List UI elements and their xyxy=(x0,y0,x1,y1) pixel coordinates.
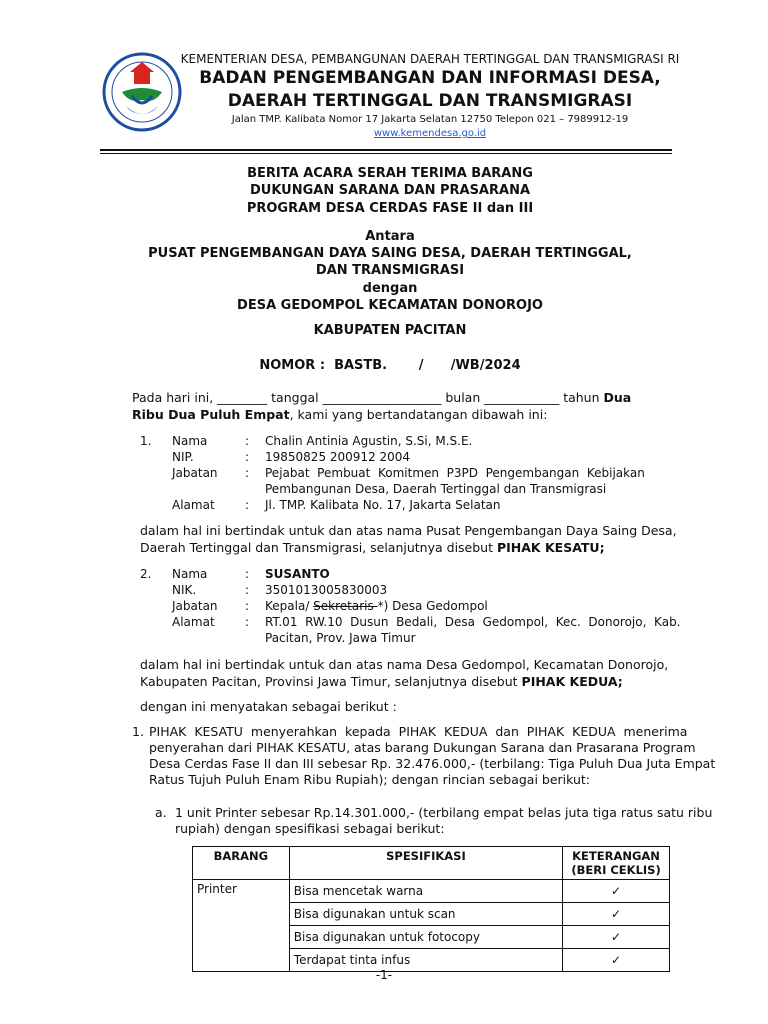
doc-with: dengan xyxy=(362,281,418,296)
party2-position-head: Kepala/ xyxy=(265,599,314,613)
doc-party2-line1: DESA GEDOMPOL KECAMATAN DONOROJO xyxy=(237,298,543,313)
opening-text: Pada hari ini, ________ tanggal ___________________ bulan ____________ tahun xyxy=(132,390,604,405)
party1-statement-line2 xyxy=(140,540,605,556)
party1-number: 1. xyxy=(140,434,152,448)
opening-year-bold-2: Ribu Dua Puluh Empat xyxy=(132,407,290,422)
party2-colon: : xyxy=(245,583,250,597)
page-number: -1- xyxy=(375,968,393,982)
item-a-line1: 1 unit Printer sebesar Rp.14.301.000,- (terbilang empat belas juta tiga ratus satu ribu xyxy=(175,805,713,820)
agency-address: Jalan TMP. Kalibata Nomor 17 Jakarta Selatan 12750 Telepon 021 – 7989912-19 xyxy=(231,114,629,125)
party2-label-address: Alamat xyxy=(172,615,215,629)
spec-cell: Bisa mencetak warna xyxy=(289,880,562,903)
party2-name: SUSANTO xyxy=(265,567,330,581)
opening-text-2: , kami yang bertandatangan dibawah ini: xyxy=(289,407,548,422)
item-cell: Printer xyxy=(193,880,290,972)
checkmark-icon: ✓ xyxy=(611,930,622,944)
party1-label-address: Alamat xyxy=(172,498,215,512)
opening-line2 xyxy=(132,407,672,423)
spec-cell: Bisa digunakan untuk scan xyxy=(289,903,562,926)
party1-name: Chalin Antinia Agustin, S.Si, M.S.E. xyxy=(265,434,473,448)
doc-party1-line1: PUSAT PENGEMBANGAN DAYA SAING DESA, DAERAH TERTINGGAL, xyxy=(148,246,632,261)
party2-label-position: Jabatan xyxy=(172,599,218,613)
agency-name-line2: DAERAH TERTINGGAL DAN TRANSMIGRASI xyxy=(227,91,633,111)
party2-number: 2. xyxy=(140,567,152,581)
party2-label-nik: NIK. xyxy=(172,583,197,597)
declaration: dengan ini menyatakan sebagai berikut : xyxy=(140,699,397,714)
party1-statement-text: Daerah Tertinggal dan Transmigrasi, selanjutnya disebut xyxy=(140,540,497,555)
party2-statement-line1: dalam hal ini bertindak untuk dan atas nama Desa Gedompol, Kecamatan Donorojo, xyxy=(140,657,669,672)
party1-address: Jl. TMP. Kalibata No. 17, Jakarta Selatan xyxy=(265,498,501,512)
header-spec: SPESIFIKASI xyxy=(289,847,562,880)
doc-party1-line2: DAN TRANSMIGRASI xyxy=(315,263,465,278)
party2-designation: PIHAK KEDUA; xyxy=(521,674,623,689)
party2-nik: 3501013005830003 xyxy=(265,583,388,597)
clause1-line3: Desa Cerdas Fase II dan III sebesar Rp. 32.476.000,- (terbilang: Tiga Puluh Dua Juta Empat xyxy=(149,756,716,771)
party2-address-line2: Pacitan, Prov. Jawa Timur xyxy=(265,631,416,645)
party2-position-village: *) Desa Gedompol xyxy=(377,599,488,613)
letterhead-divider-thin xyxy=(100,153,672,154)
doc-title-line1: BERITA ACARA SERAH TERIMA BARANG xyxy=(247,166,533,181)
party2-label-name: Nama xyxy=(172,567,208,581)
party1-label-nip: NIP. xyxy=(172,450,194,464)
party1-colon: : xyxy=(245,466,250,480)
table-row xyxy=(193,880,670,903)
spec-table xyxy=(192,846,670,972)
party1-nip: 19850825 200912 2004 xyxy=(265,450,411,464)
doc-title-line2: DUKUNGAN SARANA DAN PRASARANA xyxy=(249,183,531,198)
spec-table-header xyxy=(193,847,670,880)
party2-statement-text: Kabupaten Pacitan, Provinsi Jawa Timur, selanjutnya disebut xyxy=(140,674,522,689)
opening-line1 xyxy=(132,390,672,406)
clause1-number: 1. xyxy=(132,724,144,739)
party1-statement-line1: dalam hal ini bertindak untuk dan atas nama Pusat Pengembangan Daya Saing Desa, xyxy=(140,523,677,538)
party2-position-struck: Sekretaris xyxy=(313,599,378,613)
checkbox-cell[interactable] xyxy=(563,903,670,926)
checkbox-cell[interactable] xyxy=(563,880,670,903)
party1-position-line2: Pembangunan Desa, Daerah Tertinggal dan Transmigrasi xyxy=(265,482,607,496)
ministry-name: KEMENTERIAN DESA, PEMBANGUNAN DAERAH TERTINGGAL DAN TRANSMIGRASI RI xyxy=(180,52,680,66)
doc-number: NOMOR : BASTB. / /WB/2024 xyxy=(259,358,521,373)
clause1-line2: penyerahan dari PIHAK KESATU, atas barang Dukungan Sarana dan Prasarana Program xyxy=(149,740,696,755)
clause1-line4: Ratus Tujuh Puluh Enam Ribu Rupiah); dengan rincian sebagai berikut: xyxy=(149,772,591,787)
party1-position-line1: Pejabat Pembuat Komitmen P3PD Pengembangan Kebijakan xyxy=(265,466,645,480)
item-a-line2: rupiah) dengan spesifikasi sebagai berikut: xyxy=(175,821,445,836)
checkmark-icon: ✓ xyxy=(611,953,622,967)
agency-name-line1: BADAN PENGEMBANGAN DAN INFORMASI DESA, xyxy=(199,68,661,88)
party1-designation: PIHAK KESATU; xyxy=(496,540,605,555)
clause1-line1: PIHAK KESATU menyerahkan kepada PIHAK KEDUA dan PIHAK KEDUA menerima xyxy=(149,724,688,739)
header-note-line2: (BERI CEKLIS) xyxy=(571,863,661,877)
party2-colon: : xyxy=(245,599,250,613)
doc-party2-line2: KABUPATEN PACITAN xyxy=(313,323,467,338)
doc-title-line3: PROGRAM DESA CERDAS FASE II dan III xyxy=(246,201,534,216)
party1-colon: : xyxy=(245,498,250,512)
checkmark-icon: ✓ xyxy=(611,884,622,898)
party1-label-position: Jabatan xyxy=(172,466,218,480)
header-note xyxy=(563,847,670,880)
doc-between: Antara xyxy=(365,229,415,244)
header-note-line1: KETERANGAN xyxy=(572,849,660,863)
party2-colon: : xyxy=(245,615,250,629)
header-item: BARANG xyxy=(193,847,290,880)
item-a-label: a. xyxy=(155,805,167,820)
party1-colon: : xyxy=(245,450,250,464)
party1-colon: : xyxy=(245,434,250,448)
checkbox-cell[interactable] xyxy=(563,926,670,949)
letterhead-divider-thick xyxy=(100,149,672,151)
party2-position xyxy=(265,598,488,614)
party2-address-line1: RT.01 RW.10 Dusun Bedali, Desa Gedompol, Kec. Donorojo, Kab. xyxy=(265,615,681,629)
party2-statement-line2 xyxy=(140,674,623,690)
party2-colon: : xyxy=(245,567,250,581)
spec-cell: Terdapat tinta infus xyxy=(289,949,562,972)
agency-website-link[interactable]: www.kemendesa.go.id xyxy=(373,128,487,139)
party1-label-name: Nama xyxy=(172,434,208,448)
spec-cell: Bisa digunakan untuk fotocopy xyxy=(289,926,562,949)
checkmark-icon: ✓ xyxy=(611,907,622,921)
opening-year-bold: Dua xyxy=(603,390,632,405)
